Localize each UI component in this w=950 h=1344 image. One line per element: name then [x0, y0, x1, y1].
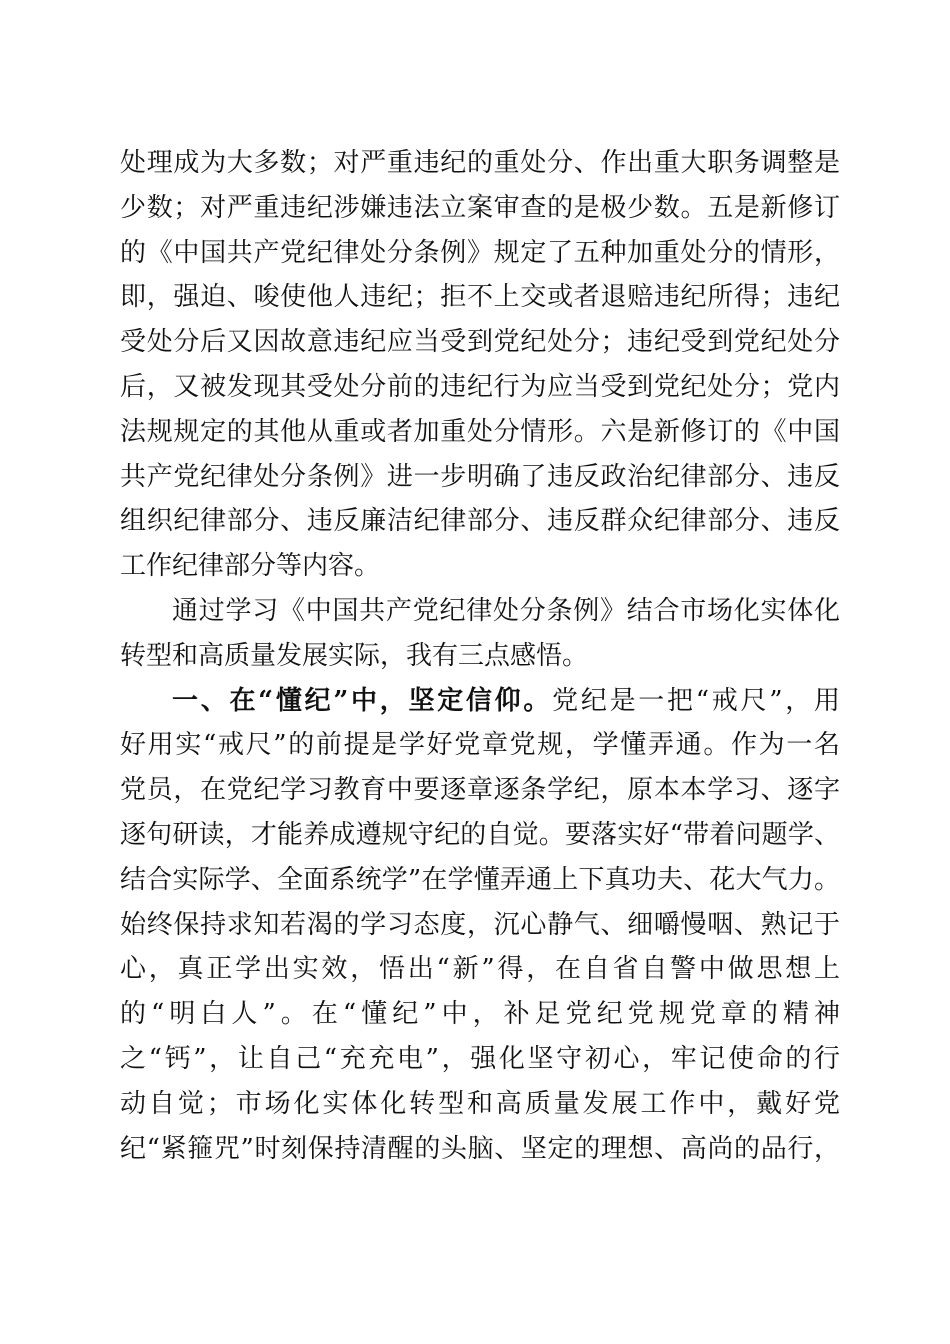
- text-line: 党员，在党纪学习教育中要逐章逐条学纪，原本本学习、逐字: [120, 775, 840, 806]
- text-line: 始终保持求知若渴的学习态度，沉心静气、细嚼慢咽、熟记于: [120, 909, 840, 940]
- text-line: 工作纪律部分等内容。: [120, 551, 381, 582]
- text-line: 法规规定的其他从重或者加重处分情形。六是新修订的《中国: [120, 416, 840, 447]
- text-line: 纪“紧箍咒”时刻保持清醒的头脑、坚定的理想、高尚的品行，: [120, 1133, 840, 1164]
- text-line: 处理成为大多数；对严重违纪的重处分、作出重大职务调整是: [120, 148, 840, 178]
- text-line: 心，真正学出实效，悟出“新”得，在自省自警中做思想上: [120, 954, 840, 985]
- paragraph-regulation-summary: [120, 141, 840, 589]
- section-heading: 一、在“懂纪”中，坚定信仰。: [172, 685, 553, 716]
- text-line: 动自觉；市场化实体化转型和高质量发展工作中，戴好党: [120, 1088, 840, 1119]
- text-line: 的《中国共产党纪律处分条例》规定了五种加重处分的情形，: [120, 237, 840, 268]
- text-line: 转型和高质量发展实际，我有三点感悟。: [120, 640, 589, 671]
- text-line: 后，又被发现其受处分前的违纪行为应当受到党纪处分；党内: [120, 371, 840, 402]
- document-body: [120, 141, 840, 1171]
- text-line: 通过学习《中国共产党纪律处分条例》结合市场化实体化: [172, 595, 840, 626]
- text-line: [120, 679, 840, 724]
- paragraph-point-one: [120, 679, 840, 1172]
- paragraph-study-reflection-intro: [120, 589, 840, 679]
- text-line: 结合实际学、全面系统学”在学懂弄通上下真功夫、花大气力。: [120, 864, 840, 895]
- text-line: 组织纪律部分、违反廉洁纪律部分、违反群众纪律部分、违反: [120, 506, 840, 537]
- text-line: 好用实“戒尺”的前提是学好党章党规，学懂弄通。作为一名: [120, 730, 840, 761]
- text-line: 少数；对严重违纪涉嫌违法立案审查的是极少数。五是新修订: [120, 192, 840, 223]
- text-line: 即，强迫、唆使他人违纪；拒不上交或者退赔违纪所得；违纪: [120, 282, 840, 313]
- text-line: 的“明白人”。在“懂纪”中，补足党纪党规党章的精神: [120, 999, 840, 1030]
- text-line: 之“钙”，让自己“充充电”，强化坚守初心，牢记使命的行: [120, 1043, 840, 1074]
- text-line: 逐句研读，才能养成遵规守纪的自觉。要落实好“带着问题学、: [120, 819, 840, 850]
- heading-line-rest: 党纪是一把“戒尺”，用: [552, 685, 840, 716]
- text-line: 受处分后又因故意违纪应当受到党纪处分；违纪受到党纪处分: [120, 327, 840, 358]
- text-line: 共产党纪律处分条例》进一步明确了违反政治纪律部分、违反: [120, 461, 840, 492]
